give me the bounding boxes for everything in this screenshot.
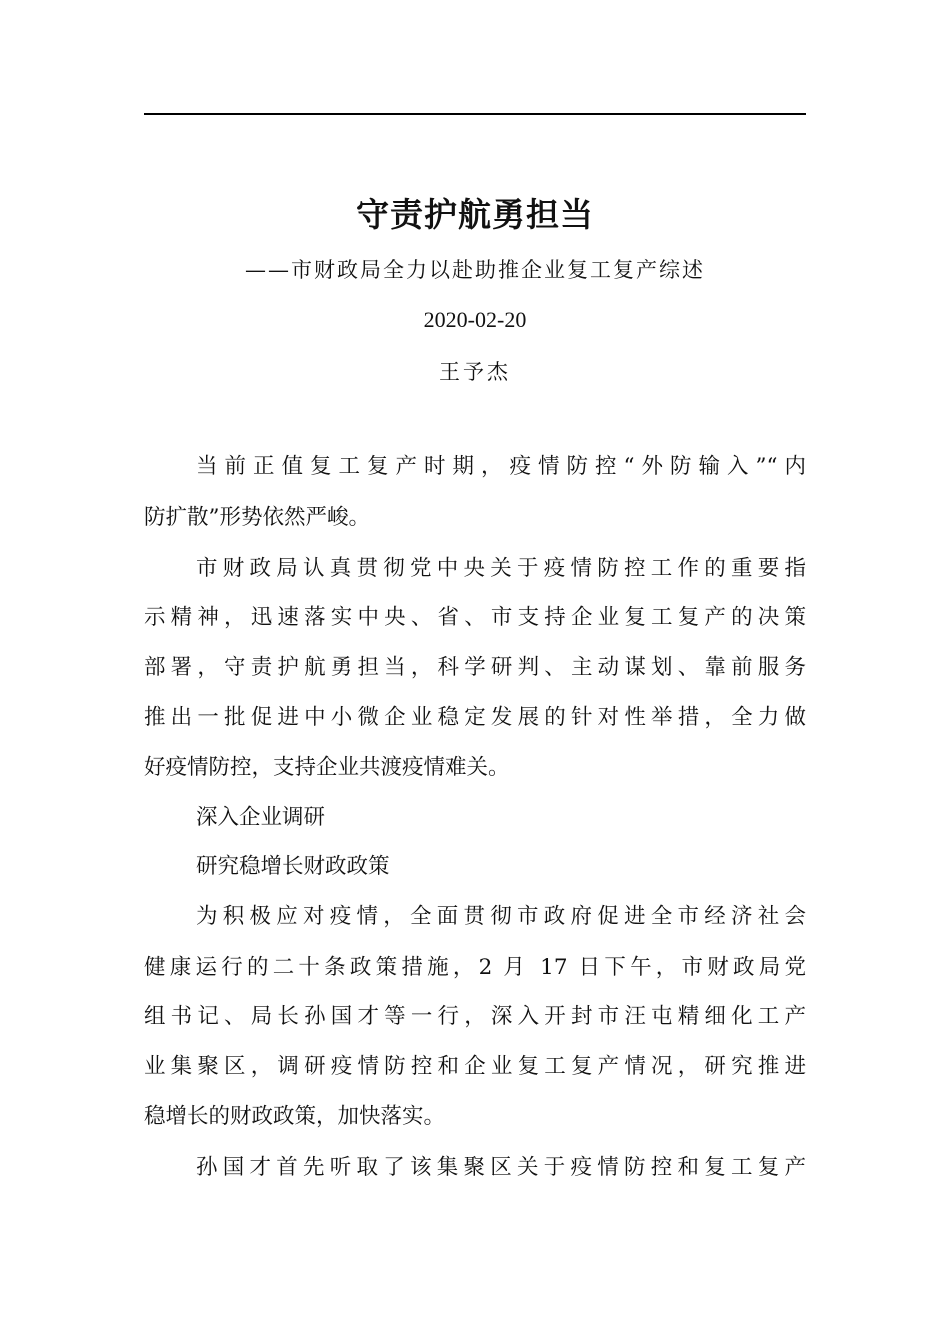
paragraph-3-line-4: 业集聚区，调研疫情防控和企业复工复产情况，研究推进 bbox=[144, 1054, 806, 1079]
paragraph-2-line-1: 市财政局认真贯彻党中央关于疫情防控工作的重要指 bbox=[196, 556, 806, 581]
paragraph-3-line-3: 组书记、局长孙国才等一行，深入开封市汪屯精细化工产 bbox=[144, 1004, 806, 1029]
header-rule bbox=[144, 113, 806, 115]
paragraph-1-line-1: 当前正值复工复产时期，疫情防控“外防输入”“内 bbox=[196, 454, 806, 479]
paragraph-1-line-2: 防扩散”形势依然严峻。 bbox=[144, 505, 370, 530]
paragraph-3-line-1: 为积极应对疫情，全面贯彻市政府促进全市经济社会 bbox=[196, 904, 806, 929]
article-title: 守责护航勇担当 bbox=[356, 195, 594, 234]
section-heading-1: 深入企业调研 bbox=[196, 805, 326, 830]
paragraph-2-line-3: 部署，守责护航勇担当，科学研判、主动谋划、靠前服务 bbox=[144, 655, 806, 680]
paragraph-2-line-5: 好疫情防控，支持企业共渡疫情难关。 bbox=[144, 755, 510, 780]
paragraph-2-line-2: 示精神，迅速落实中央、省、市支持企业复工复产的决策 bbox=[144, 605, 806, 630]
paragraph-2-line-4: 推出一批促进中小微企业稳定发展的针对性举措，全力做 bbox=[144, 705, 806, 730]
paragraph-3-line-2: 健康运行的二十条政策措施，2 月 17 日下午，市财政局党 bbox=[144, 955, 806, 980]
paragraph-4-line-1: 孙国才首先听取了该集聚区关于疫情防控和复工复产 bbox=[196, 1155, 806, 1180]
article-author: 王予杰 bbox=[439, 360, 511, 384]
article-subtitle: ——市财政局全力以赴助推企业复工复产综述 bbox=[245, 258, 705, 282]
article-date: 2020-02-20 bbox=[423, 307, 527, 332]
section-heading-2: 研究稳增长财政政策 bbox=[196, 854, 390, 879]
paragraph-3-line-5: 稳增长的财政政策，加快落实。 bbox=[144, 1104, 446, 1129]
